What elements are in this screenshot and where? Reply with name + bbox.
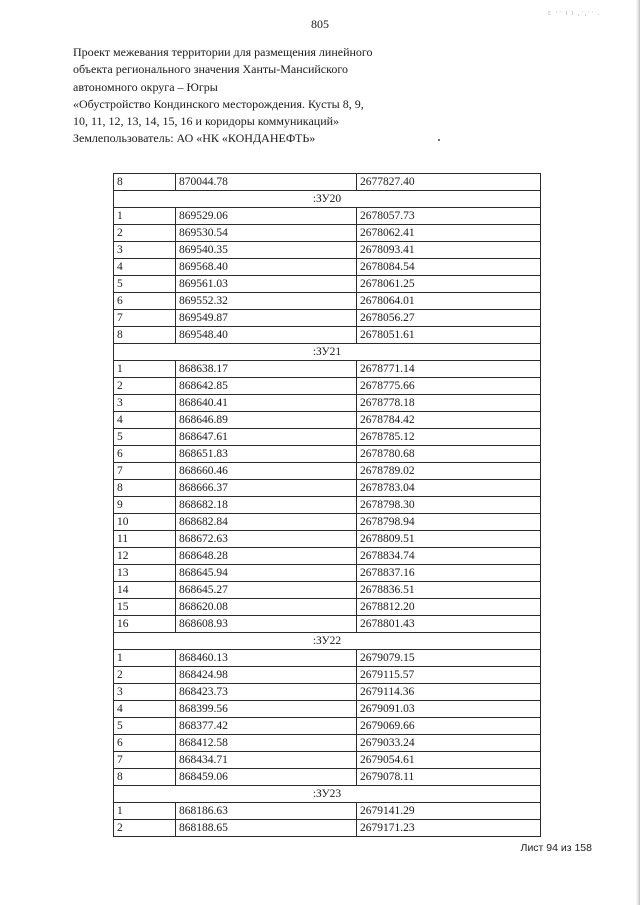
y-coordinate-cell: 2678812.20 [357,599,541,616]
table-row [114,582,541,599]
corner-stamp: ԑ ·· ι ι ,·,·· . [548,8,601,17]
x-coordinate-cell: 868648.28 [176,548,357,565]
point-number-cell: 5 [114,276,176,293]
y-coordinate-cell: 2679054.61 [357,752,541,769]
table-row [114,310,541,327]
y-coordinate-cell: 2679069.66 [357,718,541,735]
table-row [114,684,541,701]
table-group-row [114,786,541,803]
y-coordinate-cell: 2678837.16 [357,565,541,582]
x-coordinate-cell: 868459.06 [176,769,357,786]
y-coordinate-cell: 2678798.30 [357,497,541,514]
header-line-5: 10, 11, 12, 13, 14, 15, 16 и коридоры коммуникаций» [73,114,340,129]
y-coordinate-cell: 2678051.61 [357,327,541,344]
y-coordinate-cell: 2678084.54 [357,259,541,276]
table-row [114,531,541,548]
y-coordinate-cell: 2678061.25 [357,276,541,293]
point-number-cell: 7 [114,752,176,769]
page-number: 805 [311,17,329,31]
point-number-cell: 12 [114,548,176,565]
x-coordinate-cell: 868672.63 [176,531,357,548]
point-number-cell: 4 [114,259,176,276]
point-number-cell: 2 [114,667,176,684]
x-coordinate-cell: 868660.46 [176,463,357,480]
y-coordinate-cell: 2679141.29 [357,803,541,820]
point-number-cell: 7 [114,463,176,480]
table-row [114,599,541,616]
point-number-cell: 13 [114,565,176,582]
table-row [114,735,541,752]
table-row [114,820,541,837]
point-number-cell: 4 [114,701,176,718]
x-coordinate-cell: 868423.73 [176,684,357,701]
x-coordinate-cell: 868638.17 [176,361,357,378]
table-row [114,650,541,667]
sheet-counter: Лист 94 из 158 [520,842,592,854]
point-number-cell: 3 [114,242,176,259]
table-row [114,361,541,378]
table-row [114,616,541,633]
header-line-6: Землепользователь: АО «НК «КОНДАНЕФТЬ» [73,131,316,146]
table-row [114,378,541,395]
x-coordinate-cell: 868646.89 [176,412,357,429]
point-number-cell: 11 [114,531,176,548]
header-line-1: Проект межевания территории для размещения линейного [73,45,373,59]
x-coordinate-cell: 868460.13 [176,650,357,667]
table-row [114,293,541,310]
y-coordinate-cell: 2678778.18 [357,395,541,412]
x-coordinate-cell: 868399.56 [176,701,357,718]
y-coordinate-cell: 2678834.74 [357,548,541,565]
table-group-row [114,191,541,208]
group-label: :ЗУ23 [114,786,541,803]
table-row [114,208,541,225]
y-coordinate-cell: 2679171.23 [357,820,541,837]
point-number-cell: 8 [114,769,176,786]
x-coordinate-cell: 868682.84 [176,514,357,531]
scan-dot-mark [438,139,440,141]
x-coordinate-cell: 868640.41 [176,395,357,412]
x-coordinate-cell: 868620.08 [176,599,357,616]
table-group-row [114,344,541,361]
y-coordinate-cell: 2679078.11 [357,769,541,786]
table-row [114,412,541,429]
point-number-cell: 6 [114,446,176,463]
x-coordinate-cell: 868412.58 [176,735,357,752]
x-coordinate-cell: 869561.03 [176,276,357,293]
table-row [114,548,541,565]
x-coordinate-cell: 868642.85 [176,378,357,395]
point-number-cell: 5 [114,429,176,446]
table-row [114,480,541,497]
group-label: :ЗУ21 [114,344,541,361]
point-number-cell: 10 [114,514,176,531]
table-row [114,174,541,191]
table-row [114,225,541,242]
point-number-cell: 2 [114,225,176,242]
table-group-row [114,633,541,650]
y-coordinate-cell: 2678784.42 [357,412,541,429]
header-line-3: автономного округа – Югры [73,79,218,94]
x-coordinate-cell: 870044.78 [176,174,357,191]
y-coordinate-cell: 2678785.12 [357,429,541,446]
table-row [114,803,541,820]
y-coordinate-cell: 2678064.01 [357,293,541,310]
y-coordinate-cell: 2678057.73 [357,208,541,225]
table-row [114,514,541,531]
point-number-cell: 3 [114,395,176,412]
group-label: :ЗУ20 [114,191,541,208]
y-coordinate-cell: 2678771.14 [357,361,541,378]
header-line-4: «Обустройство Кондинского месторождения. Кусты 8, 9, [73,96,364,111]
point-number-cell: 1 [114,361,176,378]
x-coordinate-cell: 868651.83 [176,446,357,463]
table-row [114,429,541,446]
x-coordinate-cell: 868666.37 [176,480,357,497]
point-number-cell: 15 [114,599,176,616]
point-number-cell: 1 [114,208,176,225]
x-coordinate-cell: 868424.98 [176,667,357,684]
table-row [114,395,541,412]
y-coordinate-cell: 2678789.02 [357,463,541,480]
y-coordinate-cell: 2678056.27 [357,310,541,327]
y-coordinate-cell: 2677827.40 [357,174,541,191]
x-coordinate-cell: 869549.87 [176,310,357,327]
y-coordinate-cell: 2678775.66 [357,378,541,395]
point-number-cell: 5 [114,718,176,735]
x-coordinate-cell: 868377.42 [176,718,357,735]
point-number-cell: 6 [114,735,176,752]
group-label: :ЗУ22 [114,633,541,650]
x-coordinate-cell: 868645.94 [176,565,357,582]
table-row [114,769,541,786]
x-coordinate-cell: 868647.61 [176,429,357,446]
table-row [114,259,541,276]
table-row [114,463,541,480]
point-number-cell: 6 [114,293,176,310]
table-row [114,752,541,769]
table-row [114,327,541,344]
point-number-cell: 9 [114,497,176,514]
y-coordinate-cell: 2678809.51 [357,531,541,548]
x-coordinate-cell: 869548.40 [176,327,357,344]
x-coordinate-cell: 868188.65 [176,820,357,837]
table-row [114,718,541,735]
x-coordinate-cell: 868434.71 [176,752,357,769]
table-row [114,565,541,582]
x-coordinate-cell: 869530.54 [176,225,357,242]
y-coordinate-cell: 2678836.51 [357,582,541,599]
y-coordinate-cell: 2679033.24 [357,735,541,752]
table-row [114,276,541,293]
table-row [114,446,541,463]
point-number-cell: 1 [114,650,176,667]
y-coordinate-cell: 2679115.57 [357,667,541,684]
y-coordinate-cell: 2678801.43 [357,616,541,633]
point-number-cell: 2 [114,378,176,395]
x-coordinate-cell: 868186.63 [176,803,357,820]
y-coordinate-cell: 2678093.41 [357,242,541,259]
coordinates-table [113,173,541,837]
point-number-cell: 8 [114,480,176,497]
point-number-cell: 7 [114,310,176,327]
x-coordinate-cell: 868608.93 [176,616,357,633]
x-coordinate-cell: 869529.06 [176,208,357,225]
table-row [114,701,541,718]
page-edge-shadow [636,0,640,905]
coordinates-table-body [114,174,541,837]
x-coordinate-cell: 868682.18 [176,497,357,514]
table-row [114,497,541,514]
y-coordinate-cell: 2679114.36 [357,684,541,701]
point-number-cell: 3 [114,684,176,701]
table-row [114,242,541,259]
point-number-cell: 16 [114,616,176,633]
point-number-cell: 1 [114,803,176,820]
x-coordinate-cell: 869552.32 [176,293,357,310]
x-coordinate-cell: 869540.35 [176,242,357,259]
y-coordinate-cell: 2678062.41 [357,225,541,242]
point-number-cell: 8 [114,174,176,191]
table-row [114,667,541,684]
y-coordinate-cell: 2678780.68 [357,446,541,463]
point-number-cell: 8 [114,327,176,344]
x-coordinate-cell: 869568.40 [176,259,357,276]
document-header [73,44,403,148]
x-coordinate-cell: 868645.27 [176,582,357,599]
point-number-cell: 14 [114,582,176,599]
header-line-2: объекта регионального значения Ханты-Мансийского [73,62,348,77]
y-coordinate-cell: 2679091.03 [357,701,541,718]
y-coordinate-cell: 2678798.94 [357,514,541,531]
y-coordinate-cell: 2678783.04 [357,480,541,497]
point-number-cell: 2 [114,820,176,837]
point-number-cell: 4 [114,412,176,429]
y-coordinate-cell: 2679079.15 [357,650,541,667]
